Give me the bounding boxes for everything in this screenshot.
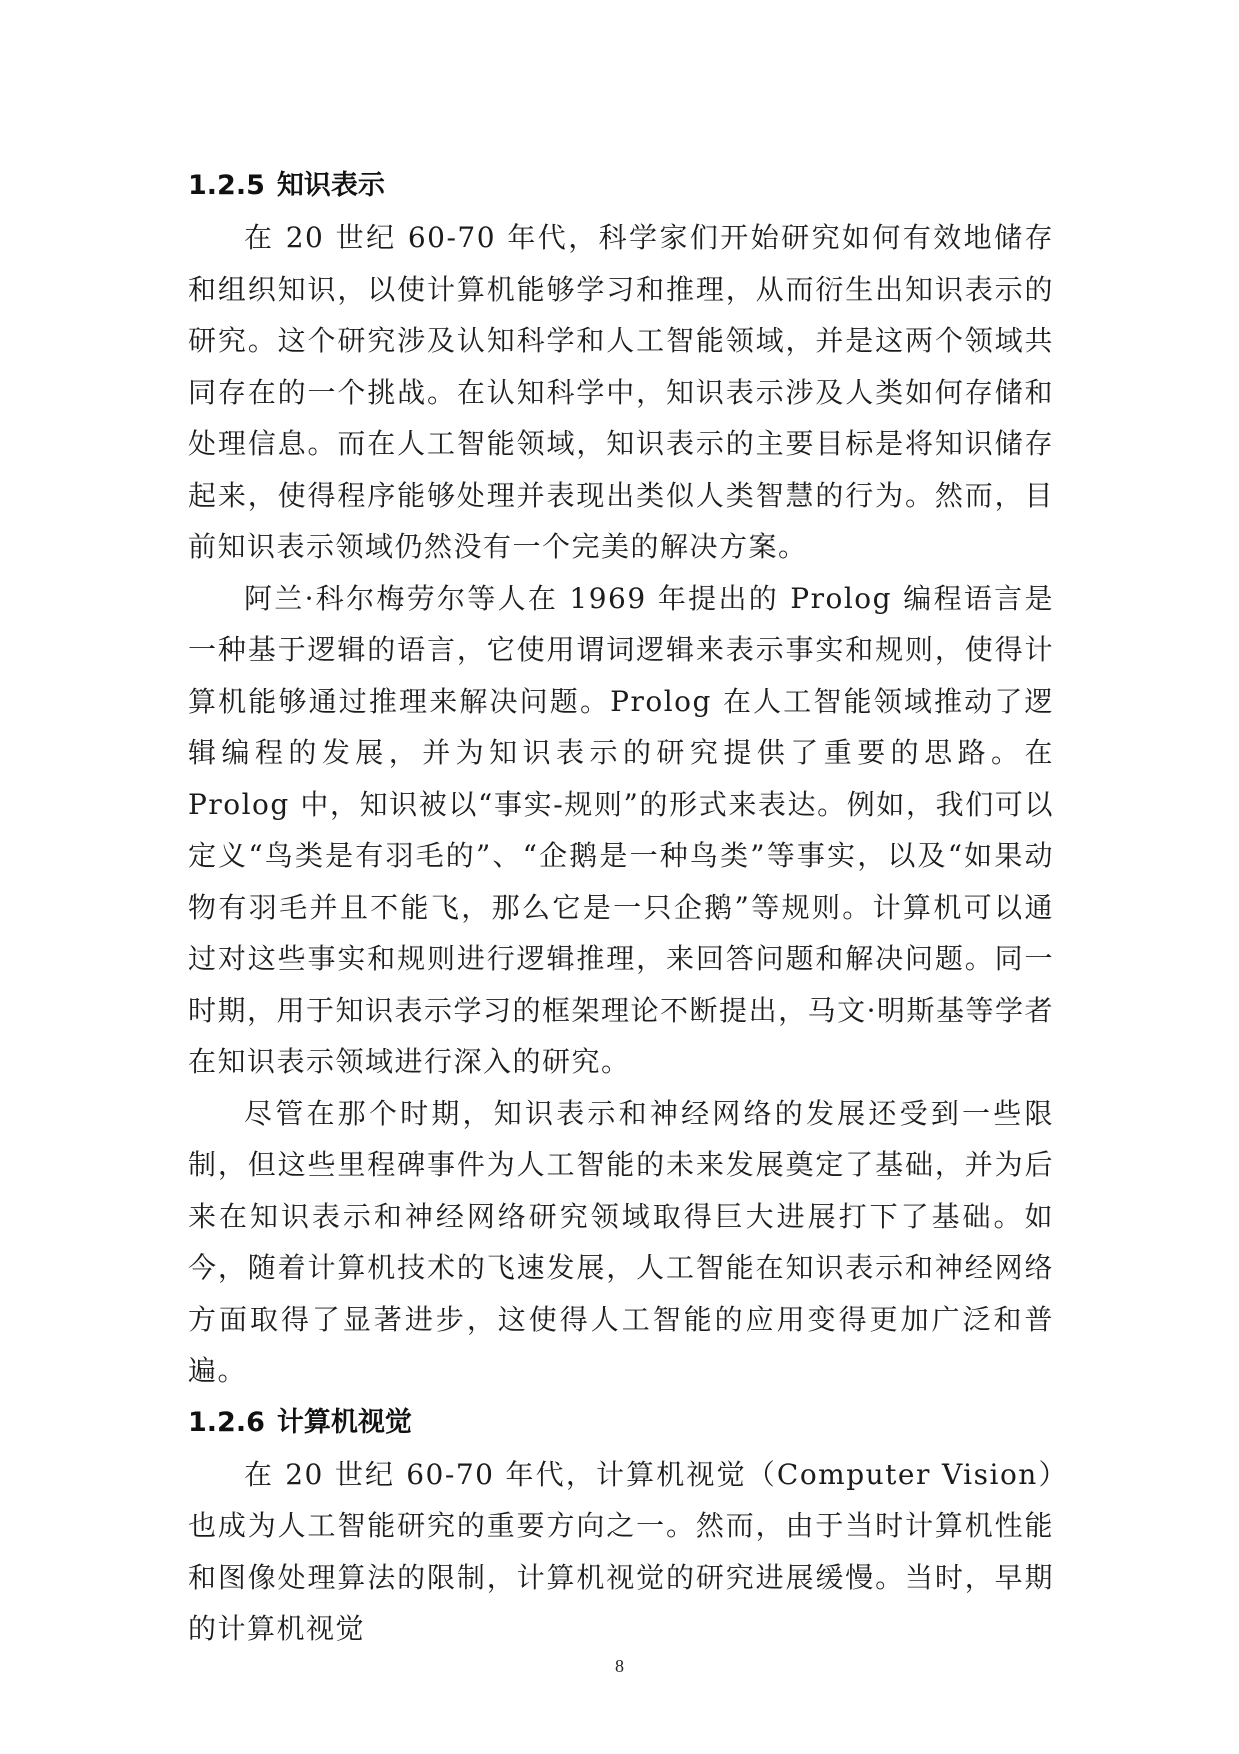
section-title: 知识表示 [276,170,385,201]
page-number: 8 [615,1656,624,1676]
section-heading-1-2-5 [188,160,1054,212]
section-heading-1-2-6 [188,1397,1054,1449]
paragraph: 阿兰·科尔梅劳尔等人在 1969 年提出的 Prolog 编程语言是一种基于逻辑的语言，它使用谓词逻辑来表示事实和规则，使得计算机能够通过推理来解决问题。Prolog 在人工智能领域推动了逻辑编程的发展，并为知识表示的研究提供了重要的思路。在 Prolog 中，知识被以“事实-规则”的形式来表达。例如，我们可以定义“鸟类是有羽毛的”、“企鹅是一种鸟类”等事实，以及“如果动物有羽毛并且不能飞，那么它是一只企鹅”等规则。计算机可以通过对这些事实和规则进行逻辑推理，来回答问题和解决问题。同一时期，用于知识表示学习的框架理论不断提出，马文·明斯基等学者在知识表示领域进行深入的研究。 [188,581,1054,1078]
page-content [188,160,1054,1655]
section-title: 计算机视觉 [276,1406,412,1438]
paragraph: 在 20 世纪 60-70 年代，科学家们开始研究如何有效地储存和组织知识，以使计算机能够学习和推理，从而衍生出知识表示的研究。这个研究涉及认知科学和人工智能领域，并是这两个领域共同存在的一个挑战。在认知科学中，知识表示涉及人类如何存储和处理信息。而在人工智能领域，知识表示的主要目标是将知识储存起来，使得程序能够处理并表现出类似人类智慧的行为。然而，目前知识表示领域仍然没有一个完美的解决方案。 [188,221,1054,563]
section-number: 1.2.6 [188,1406,265,1438]
paragraph: 在 20 世纪 60-70 年代，计算机视觉（Computer Vision）也成为人工智能研究的重要方向之一。然而，由于当时计算机性能和图像处理算法的限制，计算机视觉的研究进展缓慢。当时，早期的计算机视觉 [188,1457,1054,1645]
section-number: 1.2.5 [188,170,265,201]
paragraph: 尽管在那个时期，知识表示和神经网络的发展还受到一些限制，但这些里程碑事件为人工智能的未来发展奠定了基础，并为后来在知识表示和神经网络研究领域取得巨大进展打下了基础。如今，随着计算机技术的飞速发展，人工智能在知识表示和神经网络方面取得了显著进步，这使得人工智能的应用变得更加广泛和普遍。 [188,1096,1054,1387]
